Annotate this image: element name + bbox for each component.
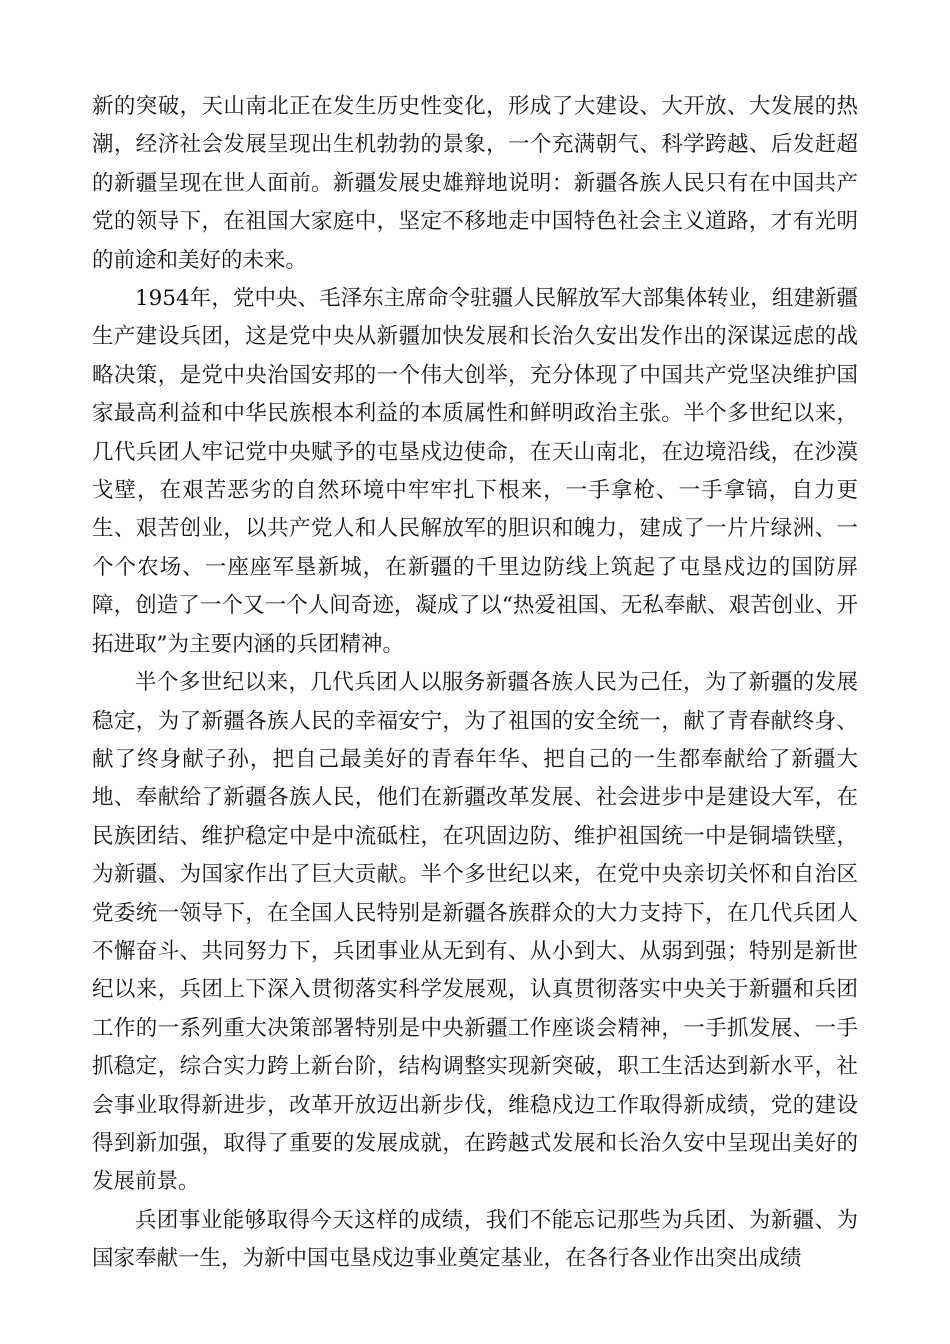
- paragraph-3: 半个多世纪以来，几代兵团人以服务新疆各族人民为己任，为了新疆的发展稳定，为了新疆各族人民的幸福安宁，为了祖国的安全统一，献了青春献终身、献了终身献子孙，把自己最美好的青春年华、把自己的一生都奉献给了新疆大地、奉献给了新疆各族人民，他们在新疆改革发展、社会进步中是建设大军，在民族团结、维护稳定中是中流砥柱，在巩固边防、维护祖国统一中是铜墙铁壁，为新疆、为国家作出了巨大贡献。半个多世纪以来，在党中央亲切关怀和自治区党委统一领导下，在全国人民特别是新疆各族群众的大力支持下，在几代兵团人不懈奋斗、共同努力下，兵团事业从无到有、从小到大、从弱到强；特别是新世纪以来，兵团上下深入贯彻落实科学发展观，认真贯彻落实中央关于新疆和兵团工作的一系列重大决策部署特别是中央新疆工作座谈会精神，一手抓发展、一手抓稳定，综合实力跨上新台阶，结构调整实现新突破，职工生活达到新水平，社会事业取得新进步，改革开放迈出新步伐，维稳戍边工作取得新成绩，党的建设得到新加强，取得了重要的发展成就，在跨越式发展和长治久安中呈现出美好的发展前景。: [92, 670, 858, 1195]
- paragraph-1: 新的突破，天山南北正在发生历史性变化，形成了大建设、大开放、大发展的热潮，经济社会发展呈现出生机勃勃的景象，一个充满朝气、科学跨越、后发赶超的新疆呈现在世人面前。新疆发展史雄辩地说明：新疆各族人民只有在中国共产党的领导下，在祖国大家庭中，坚定不移地走中国特色社会主义道路，才有光明的前途和美好的未来。: [92, 94, 858, 273]
- paragraph-2: 1954年，党中央、毛泽东主席命令驻疆人民解放军大部集体转业，组建新疆生产建设兵团，这是党中央从新疆加快发展和长治久安出发作出的深谋远虑的战略决策，是党中央治国安邦的一个伟大创举，充分体现了中国共产党坚决维护国家最高利益和中华民族根本利益的本质属性和鲜明政治主张。半个多世纪以来，几代兵团人牢记党中央赋予的屯垦戍边使命，在天山南北，在边境沿线，在沙漠戈壁，在艰苦恶劣的自然环境中牢牢扎下根来，一手拿枪、一手拿镐，自力更生、艰苦创业，以共产党人和人民解放军的胆识和魄力，建成了一片片绿洲、一个个农场、一座座军垦新城，在新疆的千里边防线上筑起了屯垦戍边的国防屏障，创造了一个又一个人间奇迹，凝成了以“热爱祖国、无私奉献、艰苦创业、开拓进取”为主要内涵的兵团精神。: [92, 286, 858, 657]
- paragraph-4: 兵团事业能够取得今天这样的成绩，我们不能忘记那些为兵团、为新疆、为国家奉献一生，为新中国屯垦戍边事业奠定基业，在各行各业作出突出成绩: [92, 1207, 858, 1272]
- document-page: [92, 88, 858, 1279]
